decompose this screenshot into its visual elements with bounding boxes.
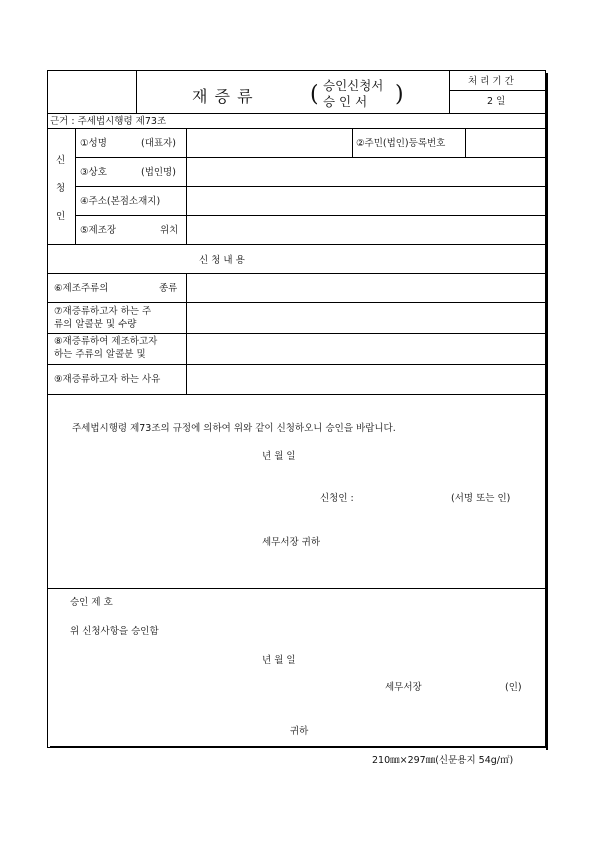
approval-office: 세무서장 xyxy=(385,682,422,693)
contents-top-line xyxy=(48,244,545,245)
item9-label: ⑨재증류하고자 하는 사유 xyxy=(54,374,161,385)
company-sub-label: (법인명) xyxy=(141,167,176,178)
resident-number-label: ②주민(법인)등록번호 xyxy=(356,138,446,149)
resident-value-divider xyxy=(465,128,466,157)
contents-row-line-3 xyxy=(48,364,545,365)
approval-to: 귀하 xyxy=(290,726,309,737)
resident-col-divider xyxy=(352,128,353,157)
address-label: ④주소(본점소재지) xyxy=(80,196,161,207)
title-paren-close: ) xyxy=(395,82,404,107)
item7-label-line2: 류의 알콜분 및 수량 xyxy=(54,319,137,330)
applicant-label-3: 인 xyxy=(56,211,66,222)
applicant-label-2: 청 xyxy=(56,183,66,194)
name-label: ①성명 xyxy=(80,138,107,149)
request-addressee: 세무서장 귀하 xyxy=(262,537,321,548)
signature-note: (서명 또는 인) xyxy=(451,493,511,504)
form-title: 재 증 류 xyxy=(192,87,254,106)
request-date: 년 월 일 xyxy=(262,451,296,462)
form-shadow-right xyxy=(546,73,548,750)
item6-sub-label: 종류 xyxy=(159,283,178,294)
contents-header-line xyxy=(48,273,545,274)
contents-row-line-2 xyxy=(48,333,545,334)
applicant-signature-label: 신청인 : xyxy=(320,493,354,504)
approval-date: 년 월 일 xyxy=(262,655,296,666)
factory-sub-label: 위치 xyxy=(160,225,179,236)
request-top-line xyxy=(48,394,545,395)
processing-period-value: 2 일 xyxy=(487,96,506,107)
item8-label-line1: ⑧재증류하여 제조하고자 xyxy=(54,336,158,347)
request-statement: 주세법시행령 제73조의 규정에 의하여 위와 같이 신청하오니 승인을 바랍니다. xyxy=(72,423,396,434)
application-form xyxy=(47,70,546,748)
factory-label: ⑤제조장 xyxy=(80,225,117,236)
processing-period-label: 처 리 기 간 xyxy=(468,76,514,87)
approval-top-line xyxy=(48,588,545,589)
paper-spec-footer: 210㎜×297㎜(신문용지 54g/㎡) xyxy=(372,755,514,766)
header-divider-right xyxy=(449,71,450,113)
approval-seal: (인) xyxy=(505,682,522,693)
title-option-application: 승인신청서 xyxy=(323,78,384,93)
applicant-row-line-3 xyxy=(75,215,545,216)
basis-bottom-line xyxy=(48,128,545,129)
name-sub-label: (대표자) xyxy=(141,138,176,149)
contents-row-line-1 xyxy=(48,302,545,303)
form-shadow-bottom xyxy=(50,746,548,748)
contents-header: 신 청 내 용 xyxy=(199,255,245,266)
item7-label-line1: ⑦재증류하고자 하는 주 xyxy=(54,306,152,317)
applicant-label-1: 신 xyxy=(56,155,66,166)
approval-number: 승인 제 호 xyxy=(70,597,113,608)
company-label: ③상호 xyxy=(80,167,107,178)
title-option-approval: 승 인 서 xyxy=(323,94,368,109)
legal-basis: 근거 : 주세법시행령 제73조 xyxy=(50,116,167,127)
period-divider xyxy=(449,90,545,91)
item8-label-line2: 하는 주류의 알콜분 및 xyxy=(54,349,146,360)
header-bottom-line xyxy=(48,113,545,114)
approval-statement: 위 신청사항을 승인함 xyxy=(70,626,159,637)
header-divider-left xyxy=(136,71,137,113)
title-paren-open: ( xyxy=(310,82,319,107)
applicant-row-line-1 xyxy=(75,157,545,158)
item6-label: ⑥제조주류의 xyxy=(54,283,109,294)
applicant-row-line-2 xyxy=(75,186,545,187)
